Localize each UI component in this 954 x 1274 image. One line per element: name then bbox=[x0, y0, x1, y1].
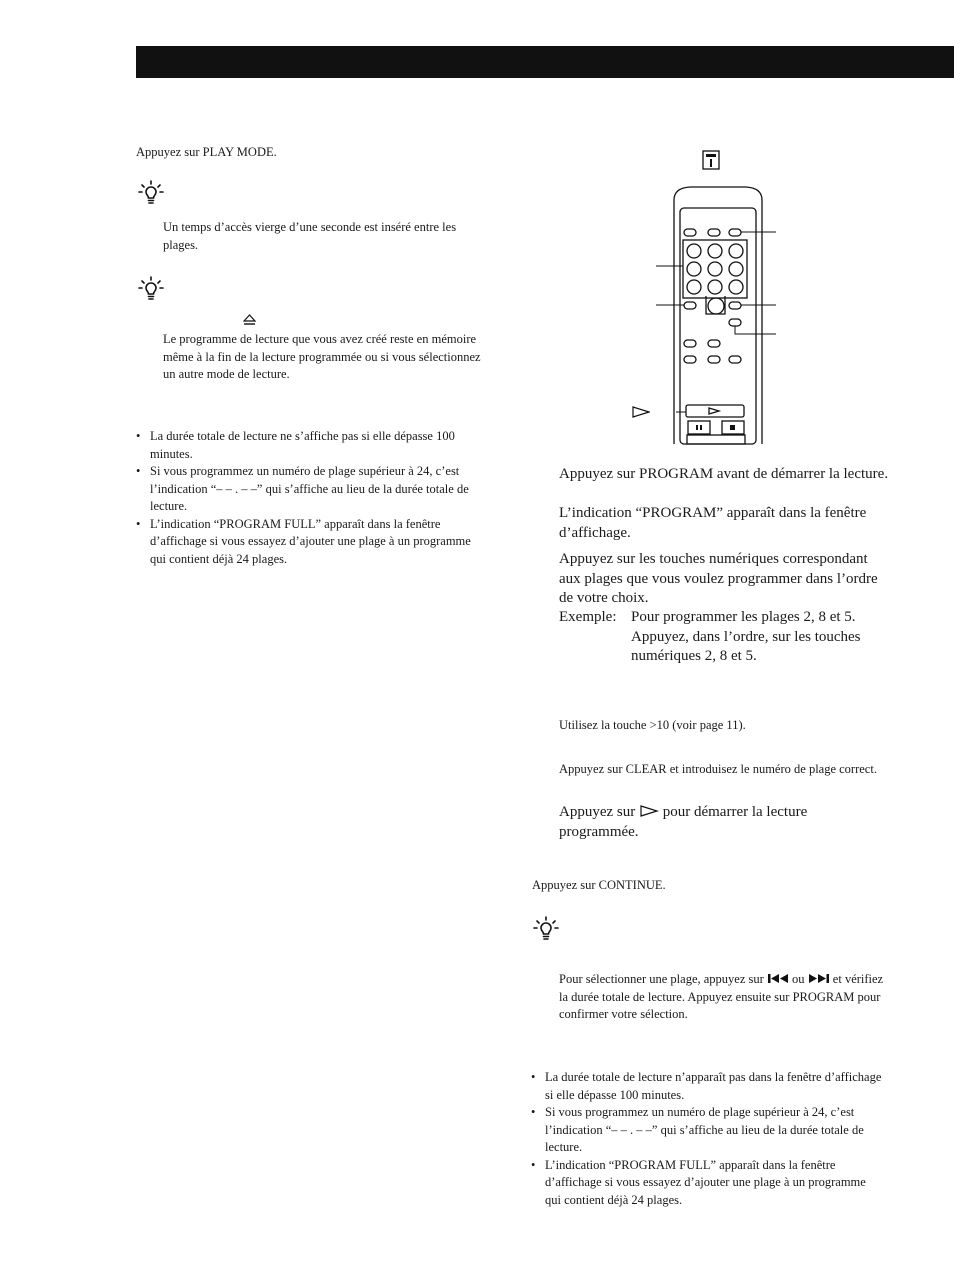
lightbulb-tip-icon bbox=[138, 180, 164, 206]
tip-select-track bbox=[559, 971, 889, 1024]
notes-list-left bbox=[136, 428, 482, 568]
tip-part-b: et vérifiez la durée totale de lecture. Appuyez ensuite sur PROGRAM pour confirmer votre sélection. bbox=[559, 972, 884, 1021]
play-icon bbox=[632, 406, 650, 418]
note-item: • Si vous programmez un numéro de plage supérieur à 24, c’est l’indication “– – . – –” qui s’affiche au lieu de la durée totale de lecture. bbox=[136, 463, 482, 516]
step3-part-b: pour démarrer la lecture programmée. bbox=[559, 804, 808, 840]
note-item: • L’indication “PROGRAM FULL” apparaît dans la fenêtre d’affichage si vous essayez d’ajouter une plage à un programme qui contient déjà 24 plages. bbox=[531, 1157, 883, 1210]
example-label: Exemple: bbox=[559, 609, 617, 625]
step1b-text: L’indication “PROGRAM” apparaît dans la fenêtre d’affichage. bbox=[559, 505, 867, 541]
shuffle-instruction: Appuyez sur PLAY MODE. bbox=[136, 145, 277, 159]
lightbulb-tip-icon bbox=[138, 276, 164, 302]
tip-text-blank-access: Un temps d’accès vierge d’une seconde est inséré entre les plages. bbox=[163, 220, 457, 252]
step1-text: Appuyez sur PROGRAM avant de démarrer la lecture. bbox=[559, 466, 889, 482]
clear-text: Appuyez sur CLEAR et introduisez le numéro de plage correct. bbox=[559, 762, 877, 776]
example-text: Pour programmer les plages 2, 8 et 5. Appuyez, dans l’ordre, sur les touches numériques 2, 8 et 5. bbox=[631, 609, 861, 664]
tip-ou: ou bbox=[792, 972, 805, 986]
step3-part-a: Appuyez sur bbox=[559, 804, 636, 820]
tip-text-program-memory: Le programme de lecture que vous avez créé reste en mémoire même à la fin de la lecture programmée ou si vous sélectionnez un autre mode de lecture. bbox=[163, 332, 481, 381]
notes-list-right bbox=[531, 1069, 883, 1209]
note-item: • Si vous programmez un numéro de plage supérieur à 24, c’est l’indication “– – . – –” qui s’affiche au lieu de la durée totale de lecture. bbox=[531, 1104, 883, 1157]
eject-icon bbox=[243, 314, 256, 326]
over10-text: Utilisez la touche >10 (voir page 11). bbox=[559, 718, 746, 732]
step3-text bbox=[559, 803, 889, 842]
step2-text: Appuyez sur les touches numériques correspondant aux plages que vous voulez programmer dans l’ordre de votre choix. bbox=[559, 551, 878, 606]
note-item: • La durée totale de lecture ne s’affiche pas si elle dépasse 100 minutes. bbox=[136, 428, 482, 463]
header-bar bbox=[136, 46, 954, 78]
next-track-icon bbox=[808, 973, 830, 984]
play-icon bbox=[639, 805, 659, 817]
lightbulb-tip-icon bbox=[533, 916, 559, 942]
prev-track-icon bbox=[767, 973, 789, 984]
note-item: • La durée totale de lecture n’apparaît pas dans la fenêtre d’affichage si elle dépasse 100 minutes. bbox=[531, 1069, 883, 1104]
continue-text: Appuyez sur CONTINUE. bbox=[532, 878, 666, 892]
tip-part-a: Pour sélectionner une plage, appuyez sur bbox=[559, 972, 764, 986]
note-item: • L’indication “PROGRAM FULL” apparaît dans la fenêtre d’affichage si vous essayez d’ajouter une plage à un programme qui contient déjà 24 plages. bbox=[136, 516, 482, 569]
example-block bbox=[559, 608, 889, 667]
remote-control-icon bbox=[700, 150, 722, 170]
remote-control-illustration bbox=[628, 180, 778, 446]
